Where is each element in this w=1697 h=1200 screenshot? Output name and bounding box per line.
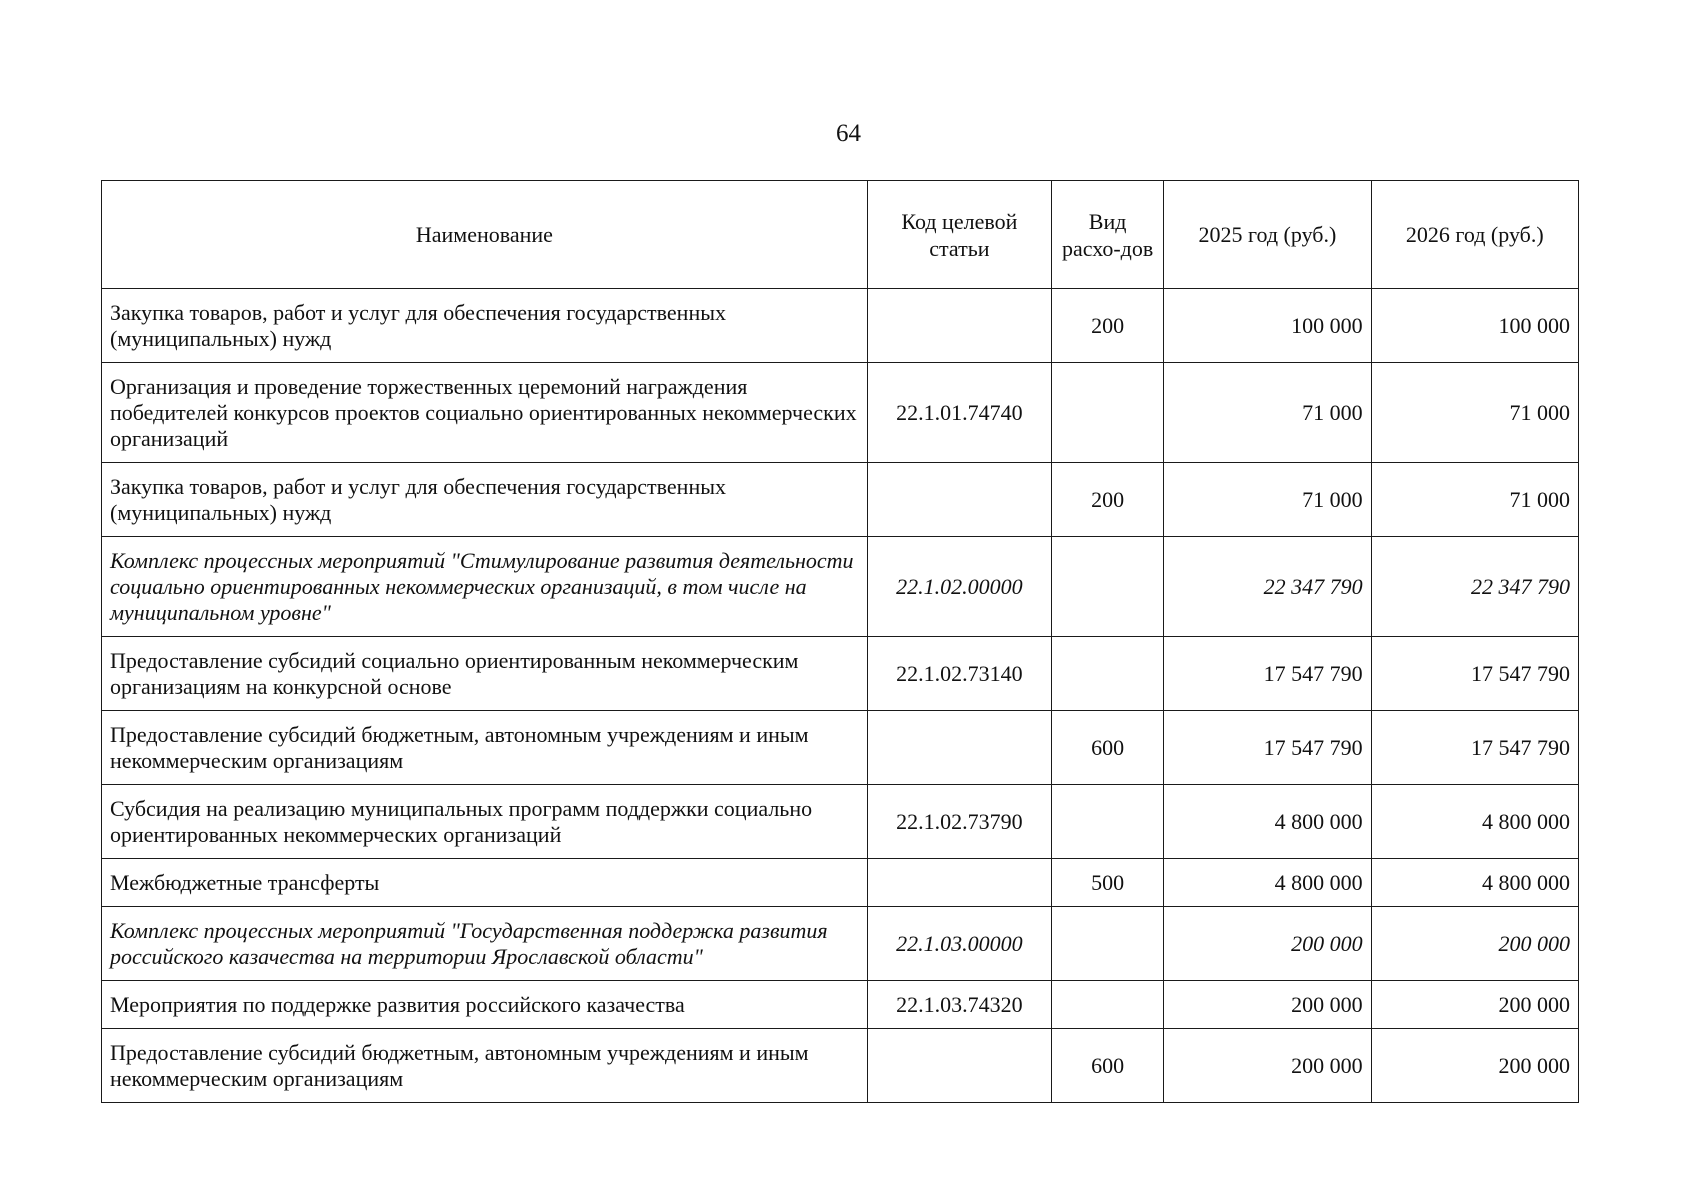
row-amount-2025: 17 547 790 (1164, 711, 1371, 785)
table-header-row (102, 181, 1579, 289)
row-code: 22.1.02.73790 (867, 785, 1051, 859)
row-amount-2026: 4 800 000 (1371, 785, 1578, 859)
row-name: Мероприятия по поддержке развития российского казачества (102, 981, 868, 1029)
row-expense-type: 200 (1052, 463, 1164, 537)
table-body (102, 289, 1579, 1103)
row-expense-type (1052, 907, 1164, 981)
row-expense-type (1052, 785, 1164, 859)
row-amount-2026: 4 800 000 (1371, 859, 1578, 907)
row-name: Предоставление субсидий социально ориентированным некоммерческим организациям на конкурсной основе (102, 637, 868, 711)
row-amount-2025: 4 800 000 (1164, 785, 1371, 859)
header-2026: 2026 год (руб.) (1371, 181, 1578, 289)
row-amount-2026: 200 000 (1371, 1029, 1578, 1103)
row-expense-type: 200 (1052, 289, 1164, 363)
row-expense-type: 600 (1052, 1029, 1164, 1103)
table-row (102, 637, 1579, 711)
row-name: Предоставление субсидий бюджетным, автономным учреждениям и иным некоммерческим организациям (102, 1029, 868, 1103)
row-name: Предоставление субсидий бюджетным, автономным учреждениям и иным некоммерческим организациям (102, 711, 868, 785)
row-code (867, 711, 1051, 785)
row-name: Организация и проведение торжественных церемоний награждения победителей конкурсов проектов социально ориентированных некоммерческих организаций (102, 363, 868, 463)
row-amount-2026: 22 347 790 (1371, 537, 1578, 637)
row-code: 22.1.03.74320 (867, 981, 1051, 1029)
row-amount-2026: 100 000 (1371, 289, 1578, 363)
row-amount-2025: 200 000 (1164, 907, 1371, 981)
table-row (102, 289, 1579, 363)
row-name: Закупка товаров, работ и услуг для обеспечения государственных (муниципальных) нужд (102, 463, 868, 537)
row-amount-2025: 71 000 (1164, 363, 1371, 463)
row-amount-2026: 71 000 (1371, 363, 1578, 463)
table-row (102, 711, 1579, 785)
row-amount-2025: 71 000 (1164, 463, 1371, 537)
row-name: Комплекс процессных мероприятий "Государственная поддержка развития российского казачества на территории Ярославской области" (102, 907, 868, 981)
row-expense-type (1052, 637, 1164, 711)
row-expense-type: 600 (1052, 711, 1164, 785)
row-amount-2025: 22 347 790 (1164, 537, 1371, 637)
row-amount-2026: 17 547 790 (1371, 637, 1578, 711)
row-amount-2026: 17 547 790 (1371, 711, 1578, 785)
table-row (102, 463, 1579, 537)
row-amount-2025: 4 800 000 (1164, 859, 1371, 907)
row-expense-type (1052, 363, 1164, 463)
row-expense-type (1052, 537, 1164, 637)
row-name: Субсидия на реализацию муниципальных программ поддержки социально ориентированных некоммерческих организаций (102, 785, 868, 859)
table-row (102, 907, 1579, 981)
header-name: Наименование (102, 181, 868, 289)
header-2025: 2025 год (руб.) (1164, 181, 1371, 289)
row-code (867, 859, 1051, 907)
row-amount-2026: 71 000 (1371, 463, 1578, 537)
header-type: Вид расхо-дов (1052, 181, 1164, 289)
table-row (102, 363, 1579, 463)
row-code (867, 1029, 1051, 1103)
page-number: 64 (836, 120, 861, 147)
row-code: 22.1.03.00000 (867, 907, 1051, 981)
row-expense-type (1052, 981, 1164, 1029)
row-name: Комплекс процессных мероприятий "Стимулирование развития деятельности социально ориентированных некоммерческих организаций, в том числе на муниципальном уровне" (102, 537, 868, 637)
row-amount-2026: 200 000 (1371, 907, 1578, 981)
row-amount-2025: 17 547 790 (1164, 637, 1371, 711)
row-amount-2025: 100 000 (1164, 289, 1371, 363)
table-row (102, 537, 1579, 637)
table-row (102, 981, 1579, 1029)
row-code (867, 463, 1051, 537)
row-amount-2025: 200 000 (1164, 981, 1371, 1029)
row-amount-2025: 200 000 (1164, 1029, 1371, 1103)
row-code: 22.1.01.74740 (867, 363, 1051, 463)
header-code: Код целевой статьи (867, 181, 1051, 289)
row-name: Межбюджетные трансферты (102, 859, 868, 907)
table-row (102, 859, 1579, 907)
table-row (102, 1029, 1579, 1103)
table-row (102, 785, 1579, 859)
row-name: Закупка товаров, работ и услуг для обеспечения государственных (муниципальных) нужд (102, 289, 868, 363)
row-expense-type: 500 (1052, 859, 1164, 907)
row-code: 22.1.02.73140 (867, 637, 1051, 711)
row-code: 22.1.02.00000 (867, 537, 1051, 637)
row-code (867, 289, 1051, 363)
row-amount-2026: 200 000 (1371, 981, 1578, 1029)
budget-table (101, 180, 1579, 1103)
